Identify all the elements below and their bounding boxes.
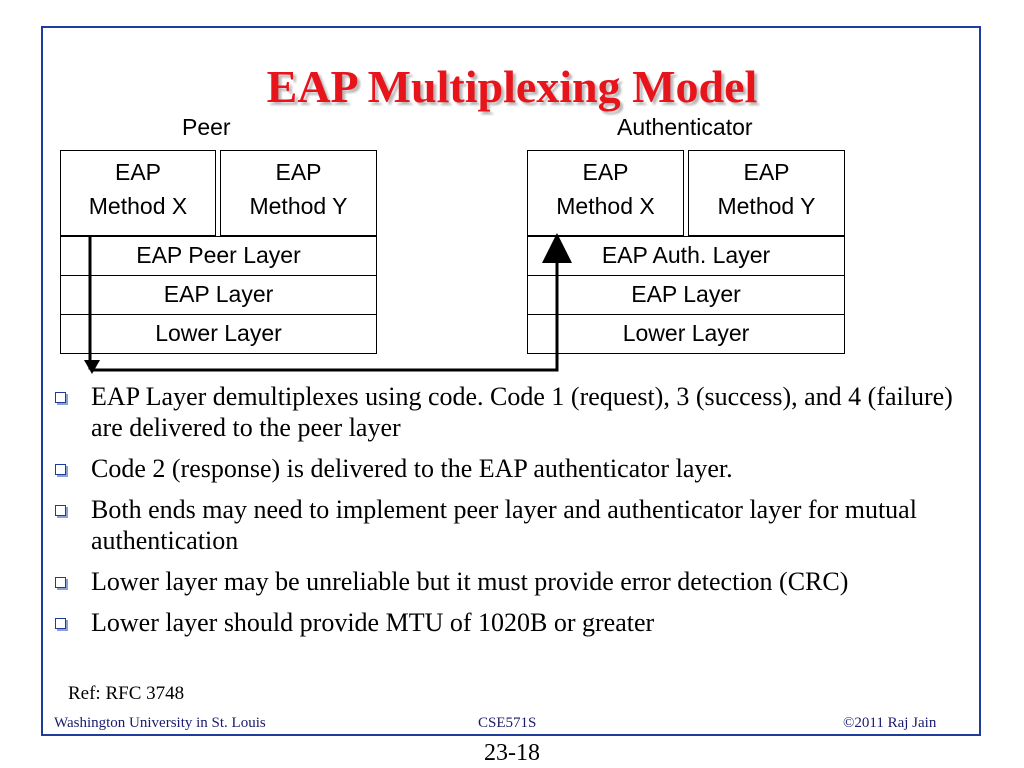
bullet-box-icon — [55, 392, 66, 403]
bullet-box-icon — [55, 618, 66, 629]
auth-layer-box: EAP Auth. Layer — [527, 236, 845, 276]
flow-arrow-path — [90, 236, 92, 368]
reference: Ref: RFC 3748 — [68, 683, 185, 704]
peer-method-y-line2: Method Y — [249, 193, 348, 219]
flow-arrow-horizontal — [92, 248, 557, 370]
bullet-box-icon — [55, 577, 66, 588]
auth-eap-layer-box: EAP Layer — [527, 275, 845, 315]
peer-method-x-line2: Method X — [88, 193, 188, 219]
slide-title: EAP Multiplexing Model — [266, 61, 758, 112]
bullet-item: Code 2 (response) is delivered to the EAP authenticator layer. — [55, 453, 960, 484]
bullet-item: Both ends may need to implement peer layer and authenticator layer for mutual authentication — [55, 494, 960, 556]
authenticator-label: Authenticator — [617, 114, 753, 140]
auth-method-y-line2: Method Y — [717, 193, 816, 219]
peer-method-x-line1: EAP — [114, 159, 162, 185]
peer-lower-layer-box: Lower Layer — [60, 314, 377, 354]
bullet-item: Lower layer should provide MTU of 1020B or greater — [55, 607, 960, 638]
auth-method-y-line1: EAP — [743, 159, 790, 185]
bullet-box-icon — [55, 505, 66, 516]
peer-layer-box: EAP Peer Layer — [60, 236, 377, 276]
bullet-item: EAP Layer demultiplexes using code. Code 1 (request), 3 (success), and 4 (failure) are delivered to the peer layer — [55, 381, 960, 443]
bullet-box-icon — [55, 464, 66, 475]
page-number: 23-18 — [484, 740, 540, 766]
footer-center: CSE571S — [478, 715, 537, 731]
auth-lower-layer-box: Lower Layer — [527, 314, 845, 354]
auth-method-x-line1: EAP — [582, 159, 629, 185]
bullet-list — [55, 381, 960, 648]
footer-left: Washington University in St. Louis — [54, 715, 266, 731]
auth-method-x-line2: Method X — [556, 193, 655, 219]
peer-label: Peer — [182, 114, 231, 140]
peer-method-y-line1: EAP — [275, 159, 322, 185]
footer-right: ©2011 Raj Jain — [843, 715, 937, 731]
bullet-item: Lower layer may be unreliable but it must provide error detection (CRC) — [55, 566, 960, 597]
flow-arrow-down-head — [84, 360, 100, 374]
peer-eap-layer-box: EAP Layer — [60, 275, 377, 315]
